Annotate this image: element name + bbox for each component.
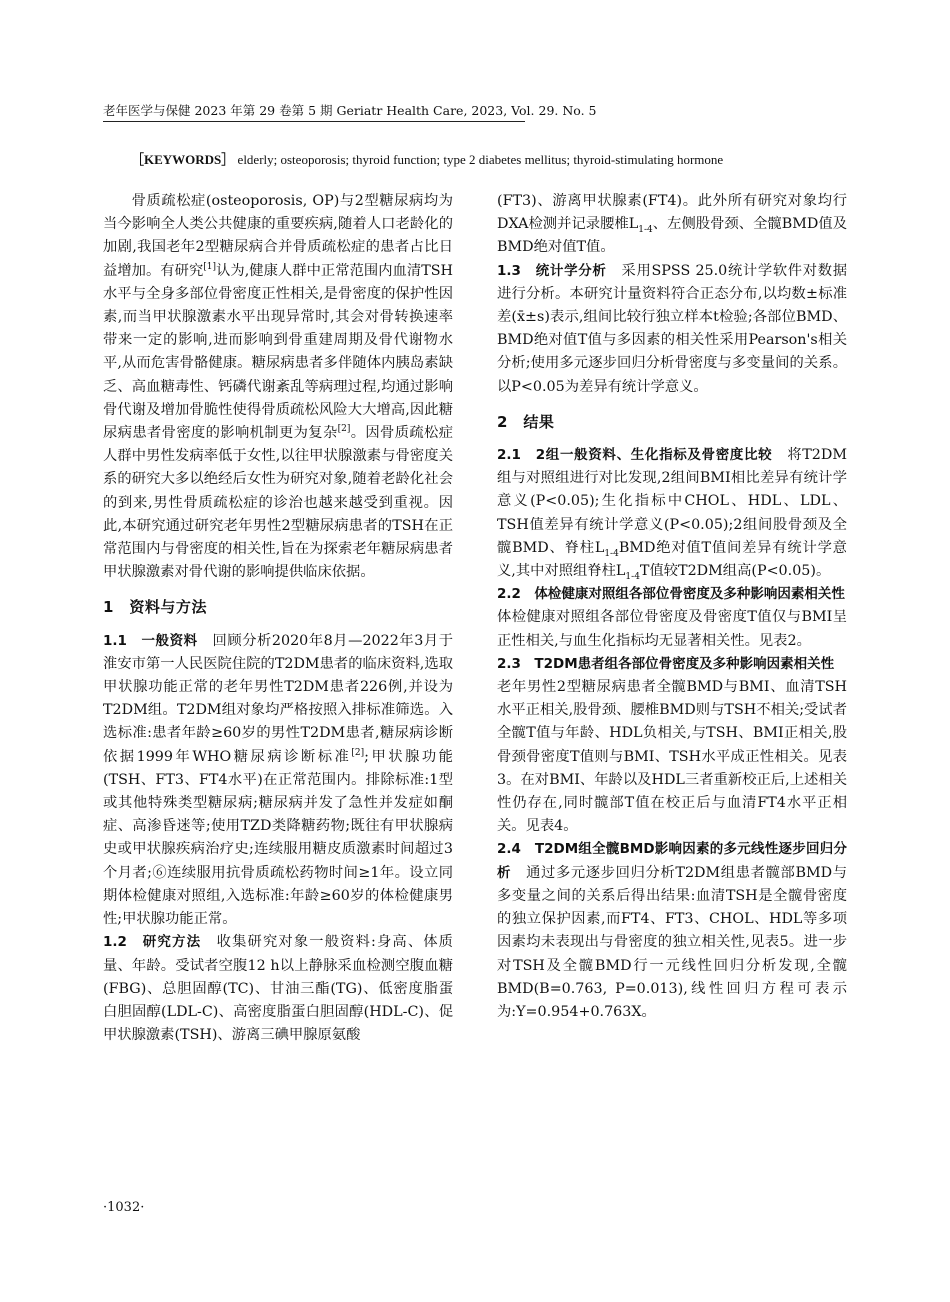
section-2-1-paragraph [497,444,847,583]
page-number: ·1032· [103,1200,145,1215]
section-2-1-heading: 2.1 2组一般资料、生化指标及骨密度比较 [497,447,773,464]
section-1-2-paragraph [103,931,453,1047]
section-1-2-continued [497,190,847,260]
section-2-1-text-b: BMD绝对值T值间差异有统计学意义,其中对照组脊柱L [497,539,847,580]
section-2-3-paragraph [497,653,847,839]
keywords-line [131,149,723,168]
section-2-title: 2 结果 [497,412,555,431]
section-1-1-text: 回顾分析2020年8月—2022年3月于淮安市第一人民医院住院的T2DM患者的临床资料,选取甲状腺功能正常的老年男性T2DM患者226例,并设为T2DM组。T2DM组对象均严格按照入排标准筛选。入选标准:患者年龄≥60岁的男性T2DM患者,糖尿病诊断依据1999年WHO糖尿病诊断标准 [103,632,453,765]
right-column [497,190,860,1024]
section-1-1-paragraph [103,630,453,932]
section-1-1-text-b: ;甲状腺功能(TSH、FT3、FT4水平)在正常范围内。排除标准:1型或其他特殊类型糖尿病;糖尿病并发了急性并发症如酮症、高渗昏迷等;使用TZD类降糖药物;既往有甲状腺病史或甲状腺疾病治疗史;连续服用糖皮质激素时间超过3个月者;⑥连续服用抗骨质疏松药物时间≥1年。设立同期体检健康对照组,入选标准:年龄≥60岁的体检健康男性;甲状腺功能正常。 [103,748,453,928]
section-1-3-heading: 1.3 统计学分析 [497,262,607,279]
section-2-2-heading: 2.2 体检健康对照组各部位骨密度及多种影响因素相关性 [497,586,845,603]
subscript-l1-4-b: 1-4 [625,571,640,582]
section-1-2-cont-text: (FT3)、游离甲状腺素(FT4)。此外所有研究对象均行DXA检测并记录腰椎L [497,193,847,233]
citation-1: [1] [203,261,217,272]
section-1-2-cont-text-b: 、左侧股骨颈、全髋BMD值及BMD绝对值T值。 [497,216,847,256]
section-2-4-paragraph [497,838,847,1024]
intro-text-2: 认为,健康人群中正常范围内血清TSH水平与全身多部位骨密度正性相关,是骨密度的保护性因素,而当甲状腺激素水平出现异常时,其会对骨转换速率带来一定的影响,进而影响到骨重建周期及骨代谢物水平,从而危害骨骼健康。糖尿病患者多伴随体内胰岛素缺乏、高血糖毒性、钙磷代谢紊乱等病理过程,均通过影响骨代谢及增加骨脆性使得骨质疏松风险大大增高,因此糖尿病患者骨密度的影响机制更为复杂 [103,262,454,442]
section-2-1-text-c: T值较T2DM组高(P<0.05)。 [639,563,831,580]
keywords-text: elderly; osteoporosis; thyroid function; type 2 diabetes mellitus; thyroid-stimulating hormone [237,152,724,167]
subscript-l1-4-a: 1-4 [604,548,619,559]
intro-paragraph [103,190,453,584]
section-1-2-heading: 1.2 研究方法 [103,934,202,951]
section-1-2-text: 收集研究对象一般资料:身高、体质量、年龄。受试者空腹12 h以上静脉采血检测空腹血糖(FBG)、总胆固醇(TC)、甘油三酯(TG)、低密度脂蛋白胆固醇(LDL-C)、高密度脂蛋白胆固醇(HDL-C)、促甲状腺激素(TSH)、游离三碘甲腺原氨酸 [103,934,453,1044]
section-1-1-heading: 1.1 一般资料 [103,632,198,649]
citation-2b: [2] [351,747,365,758]
section-1-3-paragraph [497,260,847,399]
section-1-title: 1 资料与方法 [103,598,207,617]
intro-text-3: 。因骨质疏松症人群中男性发病率低于女性,以往甲状腺激素与骨密度关系的研究大多以绝经后女性为研究对象,随着老龄化社会的到来,男性骨质疏松症的诊治也越来越受到重视。因此,本研究通过研究老年男性2型糖尿病患者的TSH在正常范围内与骨密度的相关性,旨在为探索老年糖尿病患者甲状腺激素对骨代谢的影响提供临床依据。 [103,425,453,581]
citation-2: [2] [337,424,351,435]
intro-text-1: 骨质疏松症(osteoporosis, OP)与2型糖尿病均为当今影响全人类公共健康的重要疾病,随着人口老龄化的加剧,我国老年2型糖尿病合并骨质疏松症的患者占比日益增加。有研究 [103,193,453,279]
subscript-l1-4: 1-4 [638,225,653,236]
section-2-3-text: 老年男性2型糖尿病患者全髋BMD与BMI、血清TSH水平正相关,股骨颈、腰椎BMD则与TSH不相关;受试者全髋T值与年龄、HDL负相关,与TSH、BMI正相关,股骨颈骨密度T值则与BMI、TSH水平成正性相关。见表3。在对BMI、年龄以及HDL三者重新校正后,上述相关性仍存在,同时髋部T值在校正后与血清FT4水平正相关。见表4。 [497,655,849,835]
header-rule [103,121,525,122]
section-1-3-text: 采用SPSS 25.0统计学软件对数据进行分析。本研究计量资料符合正态分布,以均数±标准差(x̄±s)表示,组间比较行独立样本t检验;各部位BMD、BMD绝对值T值与多因素的相关性采用Pearson's相关分析;使用多元逐步回归分析骨密度与多变量间的关系。以P<0.05为差异有统计学意义。 [497,262,847,395]
section-2-4-heading: 2.4 T2DM组全髋BMD影响因素的多元线性逐步回归分析 [497,841,847,881]
keywords-label: ［KEYWORDS］ [131,152,235,167]
section-2-2-paragraph [497,583,860,653]
section-2-3-heading: 2.3 T2DM患者组各部位骨密度及多种影响因素相关性 [497,655,835,672]
running-head: 老年医学与保健 2023 年第 29 卷第 5 期 Geriatr Health Care, 2023, Vol. 29. No. 5 [103,103,597,118]
section-2-2-text: 体检健康对照组各部位骨密度及骨密度T值仅与BMI呈正性相关,与血生化指标均无显著相关性。见表2。 [497,586,860,649]
section-2-1-text: 将T2DM组与对照组进行对比发现,2组间BMI相比差异有统计学意义(P<0.05);生化指标中CHOL、HDL、LDL、TSH值差异有统计学意义(P<0.05);2组间股骨颈及全髋BMD、脊柱L [497,447,848,556]
left-column [103,190,453,1047]
section-2-4-text: 通过多元逐步回归分析T2DM组患者髋部BMD与多变量之间的关系后得出结果:血清TSH是全髋骨密度的独立保护因素,而FT4、FT3、CHOL、HDL等多项因素均未表现出与骨密度的独立相关性,见表5。进一步对TSH及全髋BMD行一元线性回归分析发现,全髋BMD(B=0.763, P=0.013),线性回归方程可表示为:Y=0.954+0.763X。 [497,864,847,1020]
